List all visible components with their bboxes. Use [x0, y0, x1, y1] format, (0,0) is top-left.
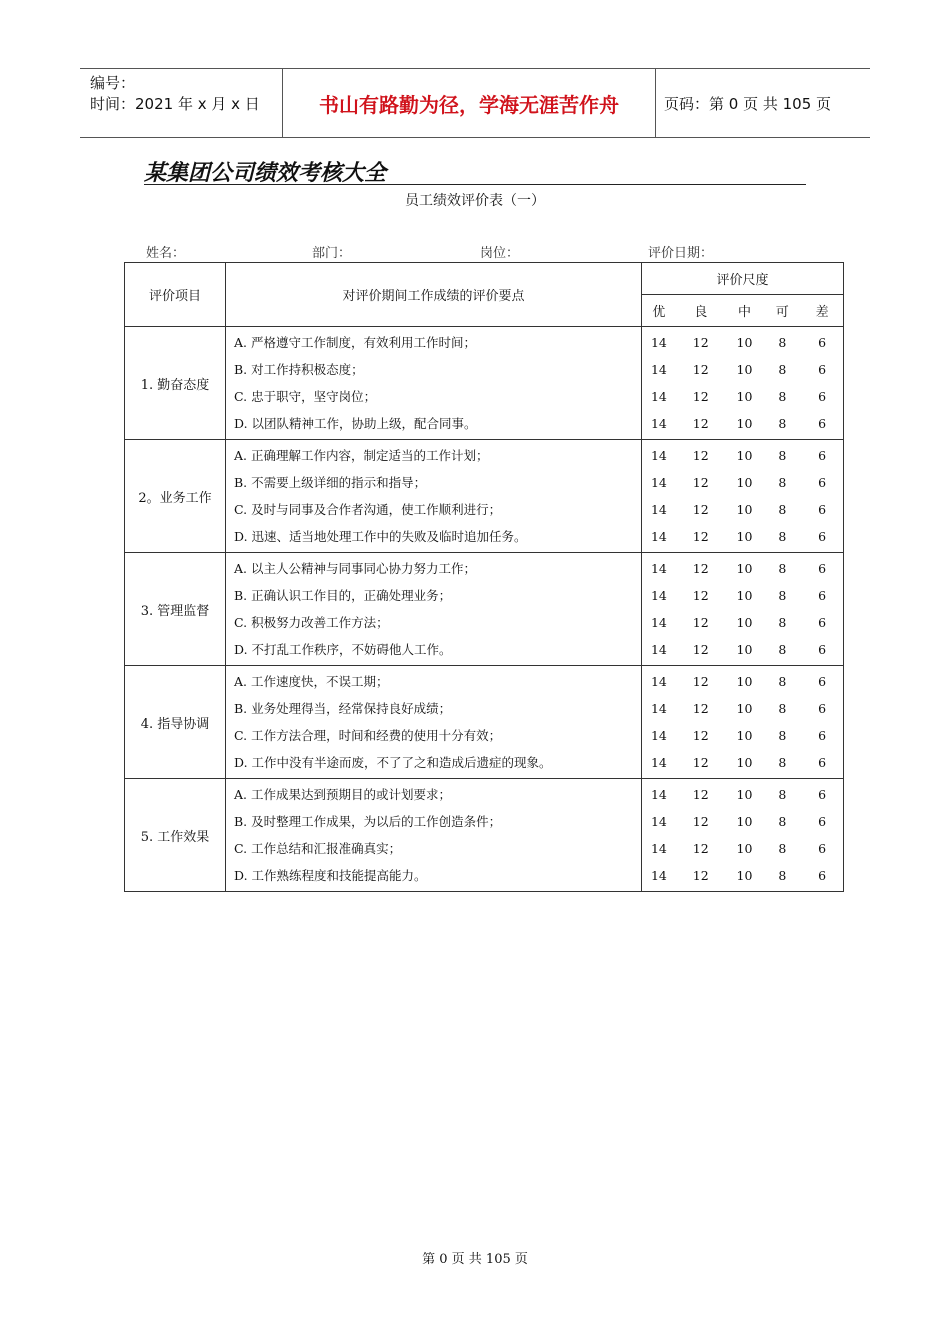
score-value: 8	[778, 389, 787, 404]
score-value: 14	[650, 787, 667, 802]
score-value: 10	[736, 841, 753, 856]
criterion-text: D. 工作熟练程度和技能提高能力。	[234, 868, 427, 883]
score-value: 8	[778, 868, 787, 883]
score-row	[642, 356, 843, 383]
score-value: 6	[818, 674, 827, 689]
scores-cell	[642, 327, 844, 440]
score-value: 6	[818, 642, 827, 657]
score-value: 6	[818, 561, 827, 576]
dept-field-label: 部门：	[312, 246, 352, 261]
score-value: 6	[818, 814, 827, 829]
header-evaluation-points: 对评价期间工作成绩的评价要点	[226, 263, 642, 327]
score-value: 8	[778, 362, 787, 377]
criteria-cell	[226, 440, 642, 553]
score-value: 12	[692, 529, 709, 544]
score-value: 10	[736, 448, 753, 463]
score-value: 14	[650, 674, 667, 689]
score-row	[642, 383, 843, 410]
score-value: 8	[778, 335, 787, 350]
score-value: 6	[818, 448, 827, 463]
score-value: 6	[818, 701, 827, 716]
score-value: 6	[818, 529, 827, 544]
score-value: 14	[650, 755, 667, 770]
score-value: 8	[778, 529, 787, 544]
criterion-text: A. 以主人公精神与同事同心协力努力工作；	[234, 561, 476, 576]
score-value: 10	[736, 674, 753, 689]
score-value: 12	[692, 448, 709, 463]
score-value: 14	[650, 701, 667, 716]
score-value: 10	[736, 588, 753, 603]
score-row	[642, 582, 843, 609]
criterion-text: C. 及时与同事及合作者沟通，使工作顺利进行；	[234, 502, 502, 517]
score-value: 12	[692, 755, 709, 770]
evaluation-category: 1. 勤奋态度	[125, 327, 226, 440]
score-value: 10	[736, 755, 753, 770]
score-value: 10	[736, 416, 753, 431]
score-value: 12	[692, 362, 709, 377]
scale-levels	[642, 295, 843, 326]
header-evaluation-scale: 评价尺度	[642, 263, 844, 295]
scale-level-label: 差	[815, 305, 829, 320]
criterion-text: D. 不打乱工作秩序，不妨碍他人工作。	[234, 642, 452, 657]
form-subtitle: 员工绩效评价表（一）	[405, 193, 545, 209]
scores-cell	[642, 779, 844, 892]
score-value: 6	[818, 389, 827, 404]
criterion-text: A. 严格遵守工作制度，有效利用工作时间；	[234, 335, 476, 350]
score-value: 10	[736, 561, 753, 576]
score-value: 14	[650, 502, 667, 517]
score-value: 12	[692, 674, 709, 689]
scale-level-label: 中	[737, 305, 751, 320]
criterion-text: A. 工作速度快，不误工期；	[234, 674, 389, 689]
score-row	[642, 609, 843, 636]
score-value: 14	[650, 335, 667, 350]
score-value: 6	[818, 335, 827, 350]
score-value: 12	[692, 814, 709, 829]
score-value: 12	[692, 841, 709, 856]
score-row	[642, 781, 843, 808]
score-value: 14	[650, 728, 667, 743]
post-field-label: 岗位：	[480, 246, 520, 261]
score-row	[642, 442, 843, 469]
score-value: 10	[736, 335, 753, 350]
score-value: 6	[818, 615, 827, 630]
score-value: 8	[778, 502, 787, 517]
score-value: 10	[736, 615, 753, 630]
evaluation-category: 3. 管理监督	[125, 553, 226, 666]
criteria-cell	[226, 779, 642, 892]
score-value: 6	[818, 841, 827, 856]
evaluation-group-row	[125, 779, 844, 892]
score-value: 6	[818, 362, 827, 377]
score-value: 12	[692, 416, 709, 431]
score-value: 12	[692, 588, 709, 603]
criterion-text: C. 忠于职守，坚守岗位；	[234, 389, 377, 404]
score-value: 8	[778, 561, 787, 576]
criterion-text: B. 不需要上级详细的指示和指导；	[234, 475, 427, 490]
criterion-text: D. 迅速、适当地处理工作中的失败及临时追加任务。	[234, 529, 527, 544]
score-value: 8	[778, 841, 787, 856]
score-value: 8	[778, 448, 787, 463]
score-value: 10	[736, 389, 753, 404]
score-value: 10	[736, 787, 753, 802]
score-value: 6	[818, 416, 827, 431]
header-motto: 书山有路勤为径，学海无涯苦作舟	[282, 69, 656, 137]
document-title: 某集团公司绩效考核大全	[144, 156, 806, 185]
criterion-text: B. 对工作持积极态度；	[234, 362, 364, 377]
score-value: 14	[650, 615, 667, 630]
score-value: 12	[692, 615, 709, 630]
score-value: 14	[650, 448, 667, 463]
criterion-text: D. 工作中没有半途而废，不了了之和造成后遗症的现象。	[234, 755, 552, 770]
score-row	[642, 668, 843, 695]
score-value: 10	[736, 868, 753, 883]
page-footer: 第 0 页 共 105 页	[422, 1252, 528, 1267]
criteria-cell	[226, 666, 642, 779]
criterion-text: B. 及时整理工作成果，为以后的工作创造条件；	[234, 814, 502, 829]
score-value: 14	[650, 416, 667, 431]
score-value: 14	[650, 588, 667, 603]
score-row	[642, 749, 843, 776]
score-row	[642, 496, 843, 523]
score-value: 14	[650, 529, 667, 544]
criterion-text: C. 工作总结和汇报准确真实；	[234, 841, 402, 856]
score-value: 10	[736, 475, 753, 490]
score-row	[642, 862, 843, 889]
score-value: 6	[818, 868, 827, 883]
score-value: 14	[650, 475, 667, 490]
score-value: 14	[650, 389, 667, 404]
score-value: 6	[818, 728, 827, 743]
evaluation-category: 5. 工作效果	[125, 779, 226, 892]
score-value: 8	[778, 701, 787, 716]
score-value: 6	[818, 502, 827, 517]
criterion-text: B. 业务处理得当，经常保持良好成绩；	[234, 701, 452, 716]
score-value: 8	[778, 416, 787, 431]
score-value: 14	[650, 561, 667, 576]
page-header	[80, 68, 870, 138]
header-evaluation-item: 评价项目	[125, 263, 226, 327]
criterion-text: A. 工作成果达到预期目的或计划要求；	[234, 787, 451, 802]
scale-level-label: 良	[694, 305, 708, 320]
score-value: 14	[650, 362, 667, 377]
score-value: 12	[692, 728, 709, 743]
criterion-text: C. 工作方法合理，时间和经费的使用十分有效；	[234, 728, 502, 743]
evaluation-category: 2。业务工作	[125, 440, 226, 553]
evaluation-category: 4. 指导协调	[125, 666, 226, 779]
score-value: 12	[692, 502, 709, 517]
time-label: 时间：2021 年 x 月 x 日	[90, 95, 260, 113]
evaluation-group-row	[125, 440, 844, 553]
score-value: 12	[692, 701, 709, 716]
score-value: 10	[736, 502, 753, 517]
score-value: 10	[736, 701, 753, 716]
score-value: 12	[692, 868, 709, 883]
score-value: 14	[650, 814, 667, 829]
code-label: 编号：	[90, 74, 136, 92]
evaluation-group-row	[125, 327, 844, 440]
score-value: 8	[778, 787, 787, 802]
score-value: 6	[818, 588, 827, 603]
criterion-text: B. 正确认识工作目的，正确处理业务；	[234, 588, 452, 603]
score-value: 12	[692, 475, 709, 490]
score-value: 12	[692, 642, 709, 657]
score-value: 10	[736, 642, 753, 657]
criteria-cell	[226, 553, 642, 666]
evaluation-group-row	[125, 553, 844, 666]
score-value: 6	[818, 475, 827, 490]
score-value: 8	[778, 728, 787, 743]
score-row	[642, 329, 843, 356]
evaluation-group-row	[125, 666, 844, 779]
score-row	[642, 555, 843, 582]
score-value: 8	[778, 755, 787, 770]
score-value: 12	[692, 787, 709, 802]
criterion-text: A. 正确理解工作内容，制定适当的工作计划；	[234, 448, 489, 463]
score-value: 8	[778, 615, 787, 630]
score-row	[642, 808, 843, 835]
score-value: 6	[818, 755, 827, 770]
score-row	[642, 835, 843, 862]
score-value: 10	[736, 728, 753, 743]
score-value: 8	[778, 588, 787, 603]
score-value: 14	[650, 841, 667, 856]
date-field-label: 评价日期：	[648, 246, 714, 261]
score-value: 8	[778, 642, 787, 657]
score-value: 12	[692, 335, 709, 350]
score-value: 10	[736, 814, 753, 829]
criterion-text: D. 以团队精神工作，协助上级，配合同事。	[234, 416, 477, 431]
criterion-text: C. 积极努力改善工作方法；	[234, 615, 389, 630]
score-value: 10	[736, 362, 753, 377]
scores-cell	[642, 553, 844, 666]
score-row	[642, 722, 843, 749]
score-value: 12	[692, 561, 709, 576]
scale-level-label: 可	[775, 305, 789, 320]
score-value: 8	[778, 674, 787, 689]
evaluation-table	[124, 262, 844, 892]
score-value: 10	[736, 529, 753, 544]
name-field-label: 姓名：	[146, 246, 186, 261]
scores-cell	[642, 666, 844, 779]
score-value: 6	[818, 787, 827, 802]
score-value: 8	[778, 475, 787, 490]
score-row	[642, 469, 843, 496]
scores-cell	[642, 440, 844, 553]
score-row	[642, 410, 843, 437]
header-meta	[90, 73, 280, 115]
score-value: 14	[650, 868, 667, 883]
score-row	[642, 636, 843, 663]
scale-levels-cell	[642, 295, 844, 327]
criteria-cell	[226, 327, 642, 440]
score-value: 14	[650, 642, 667, 657]
score-value: 8	[778, 814, 787, 829]
score-row	[642, 695, 843, 722]
scale-level-label: 优	[652, 305, 666, 320]
score-row	[642, 523, 843, 550]
header-page-info: 页码：第 0 页 共 105 页	[664, 94, 832, 113]
score-value: 12	[692, 389, 709, 404]
table-body	[125, 327, 844, 892]
